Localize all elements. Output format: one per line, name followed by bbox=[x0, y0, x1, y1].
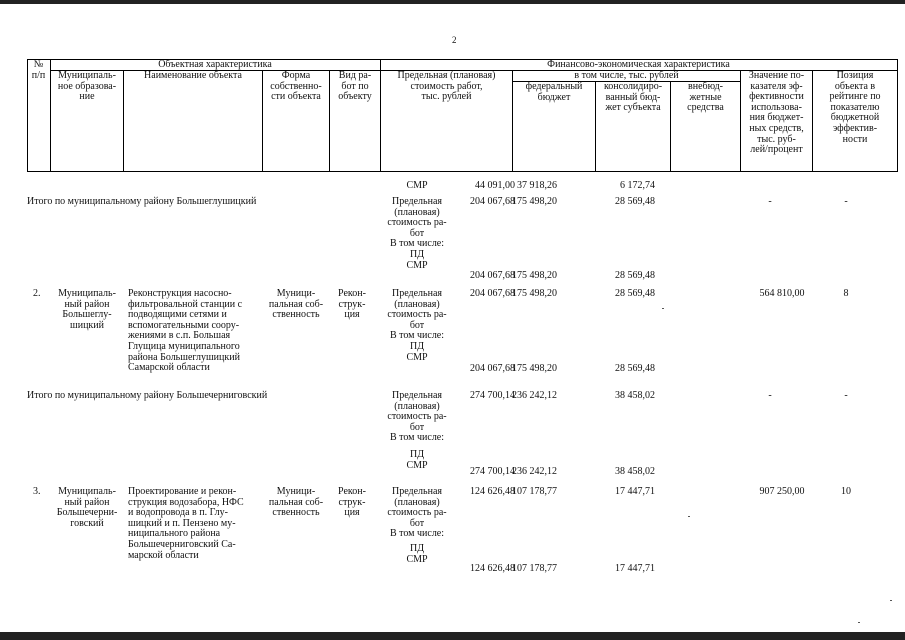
header-ownership: Форма собственно- сти объекта bbox=[270, 70, 322, 103]
header-object-name: Наименование объекта bbox=[144, 70, 242, 81]
header-max-cost: Предельная (плановая) стоимость работ, тыс. рублей bbox=[397, 70, 496, 103]
max-cost-label: Предельная (плановая) стоимость ра- бот В том числе: ПД СМР bbox=[387, 196, 447, 271]
item-municipal: Муниципаль- ный район Большеглу- шицкий bbox=[58, 288, 116, 331]
header-consolidated: консолидиро- ванный бюд- жет субъекта bbox=[603, 81, 663, 114]
header-federal: федеральный бюджет bbox=[525, 81, 583, 103]
item-work-type: Рекон- струк- ция bbox=[338, 486, 366, 519]
total-label: Итого по муниципальному району Большеглушицкий bbox=[27, 196, 257, 207]
total-label: Итого по муниципальному району Большечерниговский bbox=[27, 390, 268, 401]
item-municipal: Муниципаль- ный район Большечерни- говский bbox=[56, 486, 118, 529]
item-number: 2. bbox=[33, 288, 41, 299]
item-number: 3. bbox=[33, 486, 41, 497]
item-indicator: 564 810,00 bbox=[759, 288, 805, 299]
scan-speck bbox=[858, 622, 860, 623]
header-pp: п/п bbox=[31, 70, 46, 81]
table-body: СМР 44 091,00 37 918,26 6 172,74 Итого по муниципальному району Большеглушицкий Предельная (плановая) стоимость ра- бот В том числе: ПД СМР 204 067,68 175 498,20 28 569,48 - - 204 067,68 175 498,20 28 569,48 2. Муниципаль- ный район Большеглу- шицкий Реконструкция насосно- фильтровальной станции с подводящими сетями и вспомогательными соору- жениями в с.п. Большая Глущица муниципального района Большеглушицкий Самарской области Муници- пальная соб- ственность Рекон- струк- ция Предельная (плановая) стоимость ра- бот В том числе: ПД СМР 204 067,68 175 498,20 28 569,48 564 810,00 8 204 067,68 175 498,20 28 569,48 Итого по муниципальному району Большечерниговский Предельная (плановая) стоимость ра- бот В том числе: ПД СМР 274 700,14 236 242,12 38 458,02 - - 274 700,14 236 242,12 38 458,02 3. Муниципаль- ный район Большечерни- говский Проектирование и рекон- струкция водозабора, НФС и водопровода в п. Глу- шицкий и п. Пензено му- ниципального района Большечерниговский Са- марской области Муници- пальная соб- ственность Рекон- струк- ция Предельная (плановая) стоимость ра- бот В том числе: ПД СМР 124 626,48 107 178,77 17 447,71 907 250,00 10 124 626,48 107 178,77 17 447,71 bbox=[0, 0, 905, 640]
max-cost-label: Предельная (плановая) стоимость ра- бот В том числе: ПД СМР bbox=[387, 288, 447, 363]
item-object-name: Реконструкция насосно- фильтровальной станции с подводящими сетями и вспомогательными соору- жениями в с.п. Большая Глущица муниципального района Большеглушицкий Самарской области bbox=[128, 288, 243, 374]
header-extrabudget: внебюд- жетные средства bbox=[687, 81, 724, 114]
item-object-name: Проектирование и рекон- струкция водозабора, НФС и водопровода в п. Глу- шицкий и п. Пензено му- ниципального района Большечерниговский Са- марской области bbox=[128, 486, 244, 561]
item-ownership: Муници- пальная соб- ственность bbox=[268, 486, 324, 519]
header-object-characteristic: Объектная характеристика bbox=[158, 59, 272, 70]
item-position: 8 bbox=[843, 288, 849, 299]
max-cost-label: Предельная (плановая) стоимость ра- бот В том числе: ПД СМР bbox=[387, 486, 447, 565]
header-finance-characteristic: Финансово-экономическая характеристика bbox=[547, 59, 730, 70]
item-ownership: Муници- пальная соб- ственность bbox=[268, 288, 324, 321]
header-work-type: Вид ра- бот по объекту bbox=[338, 70, 372, 103]
header-num: № bbox=[33, 59, 44, 70]
max-cost-label: Предельная (плановая) стоимость ра- бот В том числе: ПД СМР bbox=[387, 390, 447, 471]
scan-speck bbox=[890, 600, 892, 601]
header-indicator: Значение по- казателя эф- фективности использова- ния бюджет- ных средств, тыс. руб- лей/процент bbox=[748, 70, 805, 156]
item-position: 10 bbox=[841, 486, 851, 497]
item-indicator: 907 250,00 bbox=[759, 486, 805, 497]
page-number: 2 bbox=[452, 35, 457, 45]
header-municipal: Муниципаль- ное образова- ние bbox=[57, 70, 117, 103]
item-work-type: Рекон- струк- ция bbox=[338, 288, 366, 321]
scan-speck bbox=[662, 308, 664, 309]
header-position: Позиция объекта в рейтинге по показателю бюджетной эффектив- ности bbox=[829, 70, 881, 145]
header-including: в том числе, тыс. рублей bbox=[574, 70, 679, 81]
scan-speck bbox=[688, 516, 690, 517]
